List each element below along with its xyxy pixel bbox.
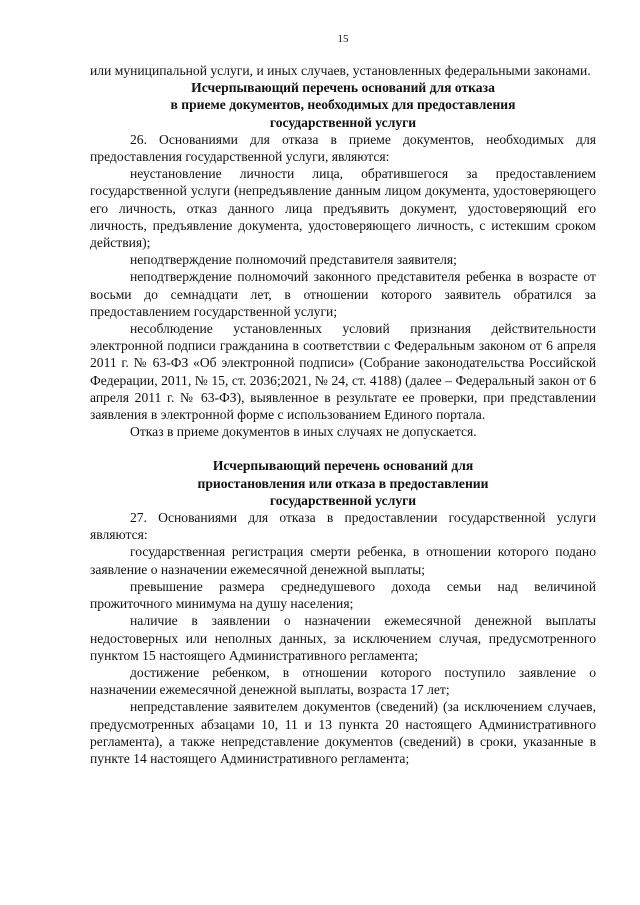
- section-heading-line: Исчерпывающий перечень оснований для: [212, 458, 474, 474]
- paragraph: несоблюдение установленных условий признания действительности электронной подписи гражданина в соответствии с Федеральным законом от 6 апреля 2011 г. № 63-ФЗ «Об электронной подписи» (Собрание законодательства Российской Федерации, 2011, № 15, ст. 2036;2021, № 24, ст. 4188) (далее – Федеральный закон от 6 апреля 2011 г. № 63-ФЗ), выявленное в результате ее проверки, при представлении заявления в электронной форме с использованием Единого портала.: [90, 321, 596, 423]
- paragraph: Отказ в приеме документов в иных случаях не допускается.: [130, 424, 477, 440]
- paragraph: 27. Основаниями для отказа в предоставлении государственной услуги являются:: [90, 510, 596, 543]
- section-heading-line: приостановления или отказа в предоставлении: [197, 475, 489, 491]
- paragraph: государственная регистрация смерти ребенка, в отношении которого подано заявление о назначении ежемесячной денежной выплаты;: [90, 544, 596, 577]
- section-heading-line: государственной услуги: [269, 114, 417, 130]
- paragraph: или муниципальной услуги, и иных случаев, установленных федеральными законами.: [90, 63, 591, 78]
- section-heading: [90, 457, 596, 509]
- section-spacer: [90, 440, 596, 457]
- paragraph: 26. Основаниями для отказа в приеме документов, необходимых для предоставления государственной услуги, являются:: [90, 131, 596, 165]
- paragraph: неподтверждение полномочий представителя заявителя;: [130, 252, 457, 268]
- section-heading-line: Исчерпывающий перечень оснований для отказа: [191, 80, 495, 96]
- section-heading: [90, 79, 596, 131]
- document-body: [90, 62, 596, 767]
- paragraph: превышение размера среднедушевого дохода семьи над величиной прожиточного минимума на душу населения;: [90, 578, 596, 612]
- paragraph: наличие в заявлении о назначении ежемесячной денежной выплаты недостоверных или неполных данных, за исключением случая, предусмотренного пунктом 15 настоящего Административного регламента;: [90, 613, 596, 663]
- paragraph: достижение ребенком, в отношении которого поступило заявление о назначении ежемесячной денежной выплаты, возраста 17 лет;: [90, 664, 596, 698]
- page-number: 15: [337, 33, 349, 45]
- paragraph: неустановление личности лица, обратившегося за предоставлением государственной услуги (непредъявление данным лицом документа, удостоверяющего его личность, отказ данного лица предъявить документ, удостоверяющий его личность, предъявление документа, удостоверяющего личность, с истекшим сроком действия);: [90, 166, 596, 251]
- section-heading-line: в приеме документов, необходимых для предоставления: [170, 97, 516, 113]
- paragraph: непредставление заявителем документов (сведений) (за исключением случаев, предусмотренных абзацами 10, 11 и 13 пункта 20 настоящего Административного регламента), а также непредставление документов (сведений) в сроки, указанные в пункте 14 настоящего Административного регламента;: [90, 699, 596, 766]
- paragraph: неподтверждение полномочий законного представителя ребенка в возрасте от восьми до семнадцати лет, в отношении которого заявитель обратился за предоставлением государственной услуги;: [90, 269, 596, 319]
- section-heading-line: государственной услуги: [269, 492, 417, 508]
- document-page: [90, 32, 596, 767]
